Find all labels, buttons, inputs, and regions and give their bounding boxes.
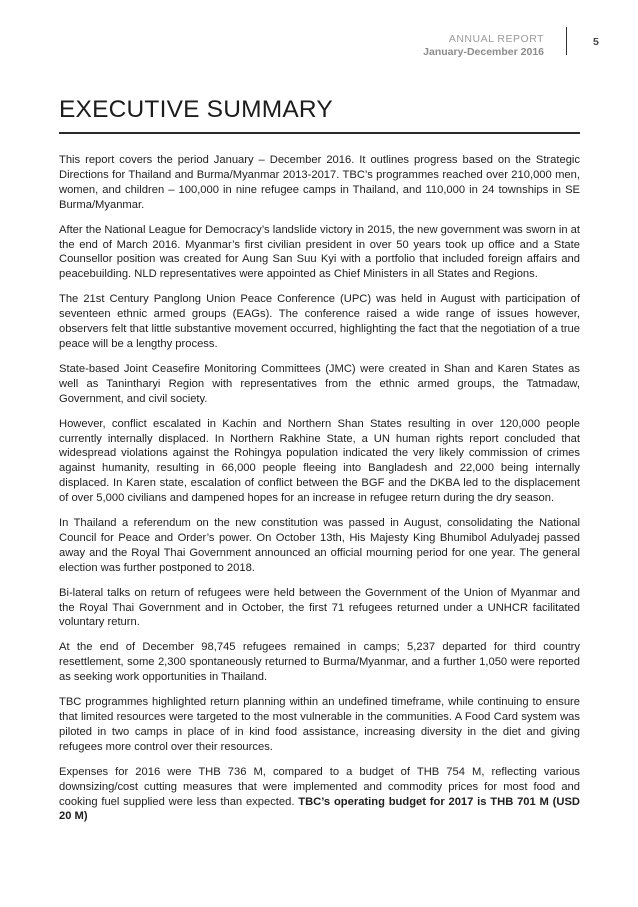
budget-highlight: TBC’s operating budget for 2017 is THB 701 M (USD 20 M) bbox=[59, 795, 580, 823]
paragraph-7: Bi-lateral talks on return of refugees were held between the Government of the Union of Myanmar and the Royal Thai Government and in October, the first 71 refugees returned under a UNHCR facilitated voluntary return. bbox=[59, 586, 580, 629]
paragraph-3: The 21st Century Panglong Union Peace Conference (UPC) was held in August with participation of seventeen ethnic armed groups (EAGs). The conference raised a wide range of issues however, observers felt that little substantive movement occurred, highlighting the fact that the negotiation of a true peace will be a lengthy process. bbox=[59, 293, 580, 350]
paragraph-4: State-based Joint Ceasefire Monitoring Committees (JMC) were created in Shan and Karen States as well as Tanintharyi Region with representatives from the ethnic armed groups, the Tatmadaw, Government, and civil society. bbox=[59, 362, 580, 405]
section-title: EXECUTIVE SUMMARY bbox=[59, 96, 333, 123]
header-subtitle: January-December 2016 bbox=[423, 46, 544, 58]
page-header bbox=[423, 33, 544, 59]
header-title: ANNUAL REPORT bbox=[448, 33, 544, 45]
paragraph-9: TBC programmes highlighted return planning within an undefined timeframe, while continuing to ensure that limited resources were targeted to the most vulnerable in the communities. A Food Card system was piloted in two camps in place of in kind food assistance, increasing diversity in the diet and giving refugees more control over their resources. bbox=[59, 696, 580, 753]
body-text bbox=[59, 153, 580, 834]
title-rule bbox=[59, 132, 580, 134]
paragraph-10-text: Expenses for 2016 were THB 736 M, compared to a budget of THB 754 M, reflecting various downsizing/cost cutting measures that were implemented and commodity prices for most food and cooking fuel supplied were less than expected. bbox=[59, 765, 580, 808]
header-divider bbox=[566, 27, 567, 55]
paragraph-1: This report covers the period January – December 2016. It outlines progress based on the Strategic Directions for Thailand and Burma/Myanmar 2013-2017. TBC’s programmes reached over 210,000 men, women, and children – 100,000 in nine refugee camps in Thailand, and 110,000 in 24 townships in SE Burma/Myanmar. bbox=[59, 154, 580, 211]
paragraph-6: In Thailand a referendum on the new constitution was passed in August, consolidating the National Council for Peace and Order’s power. On October 13th, His Majesty King Bhumibol Adulyadej passed away and the Royal Thai Government announced an official mourning period for one year. The general election was further postponed to 2018. bbox=[59, 517, 580, 574]
page-number: 5 bbox=[593, 36, 599, 48]
paragraph-8: At the end of December 98,745 refugees remained in camps; 5,237 departed for third country resettlement, some 2,300 spontaneously returned to Burma/Myanmar, and a further 1,050 were reported as seeking work opportunities in Thailand. bbox=[59, 641, 580, 684]
paragraph-2: After the National League for Democracy’s landslide victory in 2015, the new government was sworn in at the end of March 2016. Myanmar’s first civilian president in over 50 years took up office and a State Counsellor position was created for Aung San Suu Kyi with a portfolio that included foreign affairs and peacebuilding. NLD representatives were appointed as Chief Ministers in all States and Regions. bbox=[59, 223, 580, 281]
paragraph-10 bbox=[59, 765, 580, 825]
paragraph-5: However, conflict escalated in Kachin and Northern Shan States resulting in over 120,000 people currently internally displaced. In Northern Rakhine State, a UN human rights report concluded that widespread violations against the Rohingya population indicated the very likely commission of crimes against humanity, resulting in 66,000 people fleeing into Bangladesh and 22,000 being internally displaced. In Karen state, escalation of conflict between the BGF and the DKBA led to the displacement of over 5,000 civilians and dampened hopes for an increase in refugee return during the dry season. bbox=[59, 417, 580, 505]
